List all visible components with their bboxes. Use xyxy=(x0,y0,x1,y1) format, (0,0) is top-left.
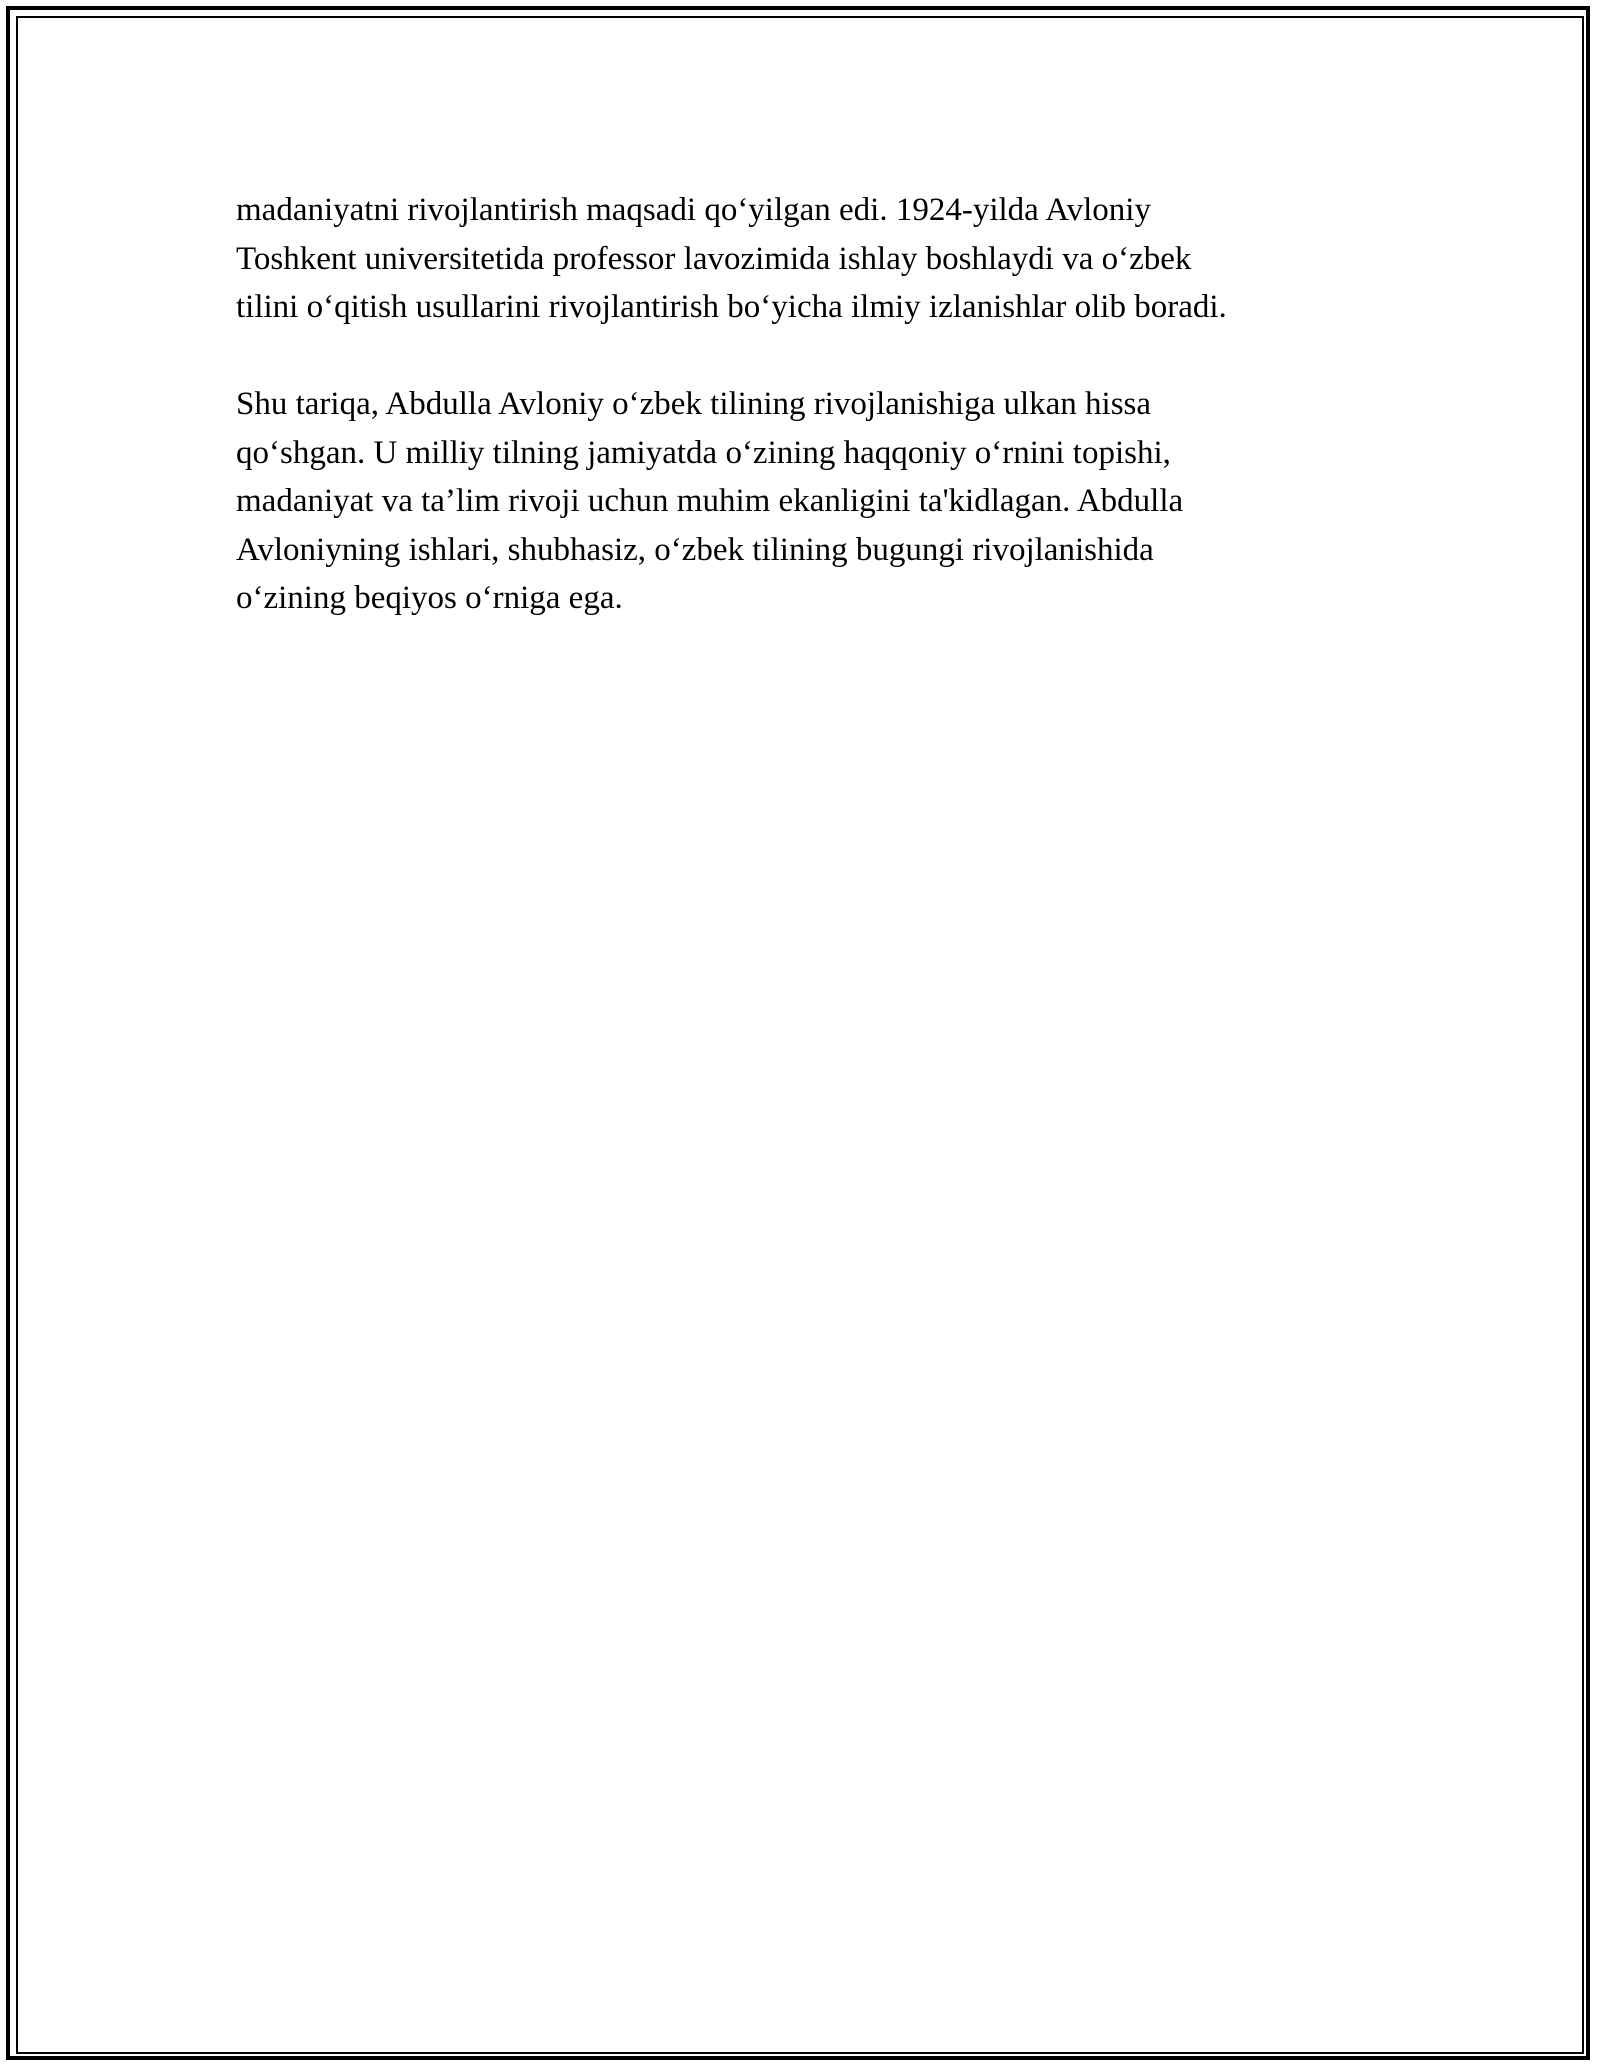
text-line: madaniyat va ta’lim rivoji uchun muhim ekanligini ta'kidlagan. Abdulla xyxy=(236,483,1184,519)
text-line: qo‘shgan. U milliy tilning jamiyatda o‘zining haqqoniy o‘rnini topishi, xyxy=(236,434,1171,471)
document-body xyxy=(236,186,1376,623)
text-line: Avloniyning ishlari, shubhasiz, o‘zbek tilining bugungi rivojlanishida xyxy=(236,531,1154,568)
text-line: o‘zining beqiyos o‘rniga ega. xyxy=(236,580,623,616)
text-line: tilini o‘qitish usullarini rivojlantirish bo‘yicha ilmiy izlanishlar olib boradi. xyxy=(236,289,1227,325)
text-line: madaniyatni rivojlantirish maqsadi qo‘yilgan edi. 1924-yilda Avloniy xyxy=(236,192,1151,228)
paragraph-1 xyxy=(236,186,1376,332)
paragraph-2 xyxy=(236,380,1376,623)
text-line: Shu tariqa, Abdulla Avloniy o‘zbek tilining rivojlanishiga ulkan hissa xyxy=(236,386,1152,422)
text-line: Toshkent universitetida professor lavozimida ishlay boshlaydi va o‘zbek xyxy=(236,240,1192,277)
